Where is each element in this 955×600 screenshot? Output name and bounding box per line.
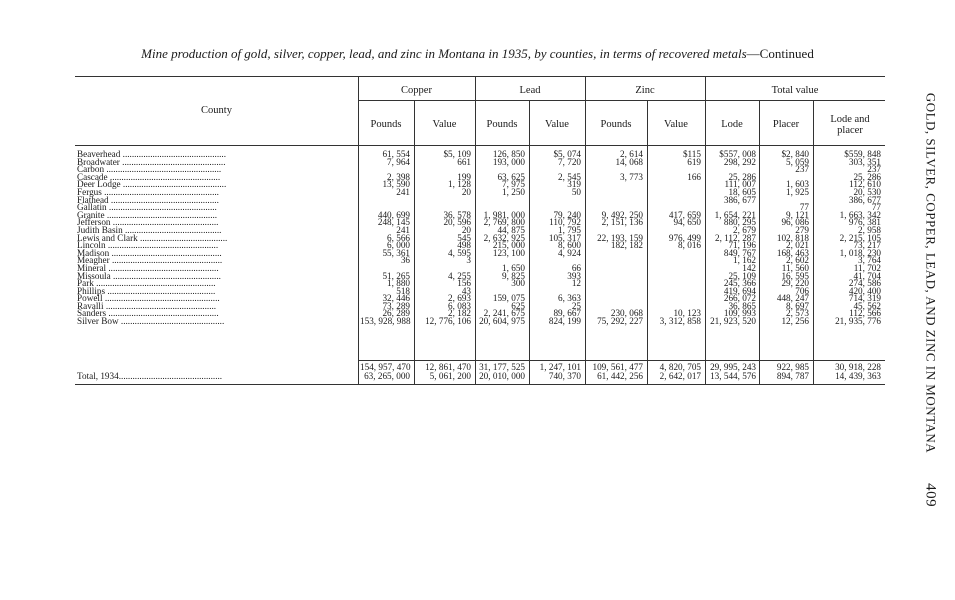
lead-value-column xyxy=(531,151,581,326)
lead-value-cell: 89, 667 xyxy=(553,308,581,319)
placer-cell: $2, 840 xyxy=(781,149,809,159)
lode-and-placer-cell: 1, 663, 342 xyxy=(839,209,881,220)
counties-cell: Flathead ............................................... xyxy=(77,194,219,205)
lode-cell: 2, 679 xyxy=(733,224,756,235)
zinc-value-cell: 619 xyxy=(687,156,701,167)
lode-cell: 36, 865 xyxy=(728,300,756,311)
copper-pounds-cell: 6, 566 xyxy=(387,232,410,243)
vline-8 xyxy=(759,100,760,384)
lode-and-placer-cell: 41, 704 xyxy=(853,270,881,281)
copper-value-cell: 661 xyxy=(457,156,471,167)
copper-pounds-cell: 13, 590 xyxy=(382,179,410,190)
lead-value-cell: 824, 199 xyxy=(548,316,581,327)
lead-pounds-cell: 44, 875 xyxy=(497,224,525,235)
total-lode-and-placer-value: 14, 439, 363 xyxy=(835,371,881,381)
copper-value-cell: 4, 595 xyxy=(448,247,471,258)
zinc-pounds-cell xyxy=(587,273,643,281)
counties-cell: Sanders ................................................ xyxy=(77,308,219,319)
copper-pounds-cell: 51, 265 xyxy=(382,270,410,281)
placer-cell: 77 xyxy=(799,202,809,213)
lode-and-placer-cell: 303, 351 xyxy=(848,156,881,167)
placer-cell: 706 xyxy=(795,285,809,296)
total-zinc-pounds xyxy=(587,363,643,381)
zinc-pounds-cell xyxy=(587,197,643,205)
copper-value-cell: 36, 578 xyxy=(443,209,471,220)
copper-value-cell: $5, 109 xyxy=(443,149,471,159)
lead-pounds-cell: 1, 650 xyxy=(502,262,525,273)
lode-and-placer-column xyxy=(815,151,881,326)
header-rule xyxy=(75,145,885,146)
counties-cell: Beaverhead ............................................. xyxy=(77,149,227,159)
zinc-pounds-cell xyxy=(587,295,643,303)
copper-value-cell: 545 xyxy=(457,232,471,243)
zinc-value-cell xyxy=(649,273,701,281)
copper-pounds-cell: 153, 928, 988 xyxy=(360,316,411,327)
counties-cell: Cascade ................................................ xyxy=(77,171,221,182)
lead-value-cell: 79, 240 xyxy=(553,209,581,220)
lead-pounds-cell: 1, 250 xyxy=(502,186,525,197)
lode-cell: 109, 993 xyxy=(723,308,756,319)
zinc-value-column xyxy=(649,151,701,326)
total-lode-and-placer-value: 30, 918, 228 xyxy=(835,362,881,372)
placer-cell: 9, 121 xyxy=(786,209,809,220)
counties-cell: Ravalli ................................................ xyxy=(77,300,217,311)
copper-value-cell: 6, 083 xyxy=(448,300,471,311)
total-placer xyxy=(761,363,809,381)
lead-pounds-cell: 215, 000 xyxy=(492,240,525,251)
zinc-pounds-cell: 9, 492, 250 xyxy=(601,209,643,220)
lode-cell: 2, 112, 287 xyxy=(714,232,756,243)
lode-and-placer-cell: 3, 764 xyxy=(858,255,881,266)
lead-value-cell: $5, 074 xyxy=(553,149,581,159)
placer-cell: 5, 059 xyxy=(786,156,809,167)
lode-cell: 111, 007 xyxy=(724,179,756,190)
copper-pounds-cell: 1, 880 xyxy=(387,278,410,289)
lead-pounds-cell: 9, 825 xyxy=(502,270,525,281)
counties-cell: Mineral ................................................ xyxy=(77,262,219,273)
lead-value-cell: 319 xyxy=(567,179,581,190)
copper-pounds-cell xyxy=(360,197,410,205)
zinc-value-cell xyxy=(649,265,701,273)
zinc-pounds-cell: 75, 292, 227 xyxy=(597,316,643,327)
lode-cell: 419, 694 xyxy=(723,285,756,296)
lead-pounds-cell xyxy=(477,197,525,205)
total-zinc-value-value: 4, 820, 705 xyxy=(659,362,701,372)
lead-pounds-cell: 63, 625 xyxy=(497,171,525,182)
page-number: 409 xyxy=(922,483,939,508)
copper-value-cell: 20, 596 xyxy=(443,217,471,228)
placer-cell: 168, 463 xyxy=(776,247,809,258)
zinc-pounds-cell xyxy=(587,280,643,288)
counties-cell: Park .................................................... xyxy=(77,278,216,289)
running-head: GOLD, SILVER, COPPER, LEAD, AND ZINC IN MONTANA409 xyxy=(922,92,939,508)
lead-pounds-cell: 193, 000 xyxy=(492,156,525,167)
lead-value-cell: 12 xyxy=(571,278,581,289)
copper-value-cell: 12, 776, 106 xyxy=(425,316,471,327)
lead-value-cell: 8, 600 xyxy=(558,240,581,251)
placer-cell: 29, 220 xyxy=(781,278,809,289)
counties-cell: Powell .................................................. xyxy=(77,293,220,304)
zinc-pounds-cell xyxy=(587,189,643,197)
counties-cell: Lewis and Clark ...................................... xyxy=(77,232,228,243)
total-lead-pounds-value: 20, 010, 000 xyxy=(479,371,525,381)
placer-cell: 102, 818 xyxy=(776,232,809,243)
copper-value-cell: 4, 255 xyxy=(448,270,471,281)
copper-pounds-cell: 241 xyxy=(396,224,410,235)
vline-9 xyxy=(813,100,814,384)
total-lead-value-value: 740, 370 xyxy=(548,371,581,381)
lead-pounds-cell: 20, 604, 975 xyxy=(479,316,525,327)
zinc-pounds-cell: 14, 068 xyxy=(615,156,643,167)
lead-pounds-cell: 126, 850 xyxy=(492,149,525,159)
total-1934-label: Total, 1934............................................. xyxy=(77,371,223,381)
copper-pounds-cell: 241 xyxy=(396,186,410,197)
total-copper-value-value: 12, 861, 470 xyxy=(425,362,471,372)
zinc-pounds-cell xyxy=(587,181,643,189)
lode-and-placer-cell: 25, 286 xyxy=(853,171,881,182)
copper-pounds-cell: 248, 145 xyxy=(377,217,410,228)
lead-value-cell: 393 xyxy=(567,270,581,281)
total-placer-value: 922, 985 xyxy=(776,362,809,372)
counties-cell: Lincoln ................................................ xyxy=(77,240,219,251)
zinc-pounds-cell xyxy=(587,250,643,258)
total-zinc-pounds-value: 109, 561, 477 xyxy=(592,362,643,372)
copper-value-cell: 3 xyxy=(466,255,471,266)
total-copper-pounds xyxy=(360,363,410,381)
lode-and-placer-cell: 20, 530 xyxy=(853,186,881,197)
copper-pounds-cell: 73, 289 xyxy=(382,300,410,311)
lode-and-placer-cell: 45, 562 xyxy=(853,300,881,311)
counties-cell: Jefferson .............................................. xyxy=(77,217,219,228)
zinc-value-cell: 3, 312, 858 xyxy=(659,316,701,327)
header-county: County xyxy=(201,105,232,116)
placer-cell: 448, 247 xyxy=(776,293,809,304)
total-copper-value-value: 5, 061, 200 xyxy=(429,371,471,381)
total-placer-value: 894, 787 xyxy=(776,371,809,381)
lead-value-cell: 1, 795 xyxy=(558,224,581,235)
header-zinc-value: Value xyxy=(664,119,688,130)
zinc-value-cell xyxy=(649,197,701,205)
copper-pounds-cell: 32, 446 xyxy=(382,293,410,304)
lode-and-placer-cell: 73, 217 xyxy=(853,240,881,251)
lode-and-placer-cell: 2, 215, 105 xyxy=(839,232,881,243)
total-zinc-pounds-value: 61, 442, 256 xyxy=(597,371,643,381)
lode-and-placer-cell: 714, 319 xyxy=(848,293,881,304)
counties-cell: Carbon .................................................. xyxy=(77,164,222,175)
lode-cell: 386, 677 xyxy=(723,194,756,205)
lead-value-cell: 2, 545 xyxy=(558,171,581,182)
placer-cell: 237 xyxy=(795,164,809,175)
header-zinc-pounds: Pounds xyxy=(600,119,632,130)
vline-6 xyxy=(647,100,648,384)
zinc-value-cell: $115 xyxy=(682,149,701,159)
total-lode xyxy=(707,363,756,381)
zinc-pounds-cell: 2, 614 xyxy=(620,149,643,159)
header-placer: Placer xyxy=(772,119,800,130)
counties-cell: Granite ................................................ xyxy=(77,209,218,220)
lead-pounds-cell: 625 xyxy=(511,300,525,311)
zinc-pounds-cell: 230, 068 xyxy=(610,308,643,319)
total-lode-value: 13, 544, 576 xyxy=(710,371,756,381)
placer-cell: 2, 602 xyxy=(786,255,809,266)
counties-cell: Gallatin ............................................... xyxy=(77,202,217,213)
lode-and-placer-cell: 386, 677 xyxy=(848,194,881,205)
copper-value-cell: 20 xyxy=(461,224,471,235)
header-lead-pounds: Pounds xyxy=(486,119,518,130)
copper-pounds-cell: 518 xyxy=(396,285,410,296)
zinc-value-cell xyxy=(649,189,701,197)
header-lead: Lead xyxy=(519,85,541,96)
lead-value-cell: 110, 792 xyxy=(549,217,581,228)
lode-and-placer-cell: 21, 935, 776 xyxy=(835,316,881,327)
header-lode-and-placer: Lode and placer xyxy=(830,114,870,136)
counties-cell: Judith Basin .......................................... xyxy=(77,224,222,235)
copper-value-cell: 1, 128 xyxy=(448,179,471,190)
header-total-value: Total value xyxy=(771,85,819,96)
lead-pounds-cell: 1, 981, 000 xyxy=(483,209,525,220)
lode-cell: 25, 109 xyxy=(728,270,756,281)
placer-cell: 1, 925 xyxy=(786,186,809,197)
counties-cell: Madison ................................................ xyxy=(77,247,222,258)
placer-cell: 11, 560 xyxy=(781,262,809,273)
placer-cell: 1, 603 xyxy=(786,179,809,190)
counties-cell: Broadwater ............................................. xyxy=(77,156,226,167)
lode-and-placer-cell: 420, 400 xyxy=(848,285,881,296)
zinc-value-cell xyxy=(649,257,701,265)
zinc-pounds-cell: 2, 151, 136 xyxy=(601,217,643,228)
lode-cell: 18, 605 xyxy=(728,186,756,197)
placer-cell: 2, 021 xyxy=(786,240,809,251)
lead-value-cell: 105, 317 xyxy=(548,232,581,243)
copper-pounds-cell: 2, 398 xyxy=(387,171,410,182)
header-lode: Lode xyxy=(721,119,743,130)
copper-pounds-column xyxy=(360,151,410,326)
total-lode-value: 29, 995, 243 xyxy=(710,362,756,372)
total-lead-value-value: 1, 247, 101 xyxy=(539,362,581,372)
total-copper-pounds-value: 63, 265, 000 xyxy=(364,371,410,381)
lead-value-cell xyxy=(531,197,581,205)
lode-cell: 1, 162 xyxy=(733,255,756,266)
copper-pounds-cell: 55, 361 xyxy=(382,247,410,258)
lode-and-placer-cell: 77 xyxy=(871,202,881,213)
lode-cell: 266, 072 xyxy=(723,293,756,304)
copper-pounds-cell: 6, 000 xyxy=(387,240,410,251)
zinc-value-cell: 976, 499 xyxy=(668,232,701,243)
lode-cell: 21, 923, 520 xyxy=(710,316,756,327)
zinc-pounds-cell: 182, 182 xyxy=(610,240,643,251)
copper-pounds-cell: 440, 699 xyxy=(377,209,410,220)
zinc-value-cell xyxy=(649,288,701,296)
zinc-value-cell: 417, 659 xyxy=(668,209,701,220)
copper-pounds-cell: 26, 289 xyxy=(382,308,410,319)
zinc-pounds-cell: 22, 193, 159 xyxy=(597,232,643,243)
copper-value-column xyxy=(416,151,471,326)
copper-value-cell xyxy=(416,197,471,205)
total-lead-value xyxy=(531,363,581,381)
zinc-pounds-cell xyxy=(587,288,643,296)
placer-cell: 2, 573 xyxy=(786,308,809,319)
zinc-value-cell xyxy=(649,250,701,258)
copper-pounds-cell: 7, 964 xyxy=(387,156,410,167)
lead-pounds-column xyxy=(477,151,525,326)
total-zinc-value-value: 2, 642, 017 xyxy=(659,371,701,381)
lode-and-placer-cell: $559, 848 xyxy=(844,149,881,159)
lode-cell: 880, 295 xyxy=(723,217,756,228)
counties-cell: Deer Lodge ............................................. xyxy=(77,179,227,190)
sub-header-rule xyxy=(358,100,885,101)
vline-2 xyxy=(414,100,415,384)
lead-pounds-cell: 2, 769, 800 xyxy=(483,217,525,228)
zinc-value-cell xyxy=(649,181,701,189)
header-lead-value: Value xyxy=(545,119,569,130)
lode-cell: 142 xyxy=(742,262,756,273)
zinc-pounds-cell xyxy=(587,265,643,273)
lode-and-placer-cell: 237 xyxy=(867,164,881,175)
counties-cell: Missoula ............................................... xyxy=(77,270,221,281)
zinc-value-cell: 8, 016 xyxy=(678,240,701,251)
lode-cell: $557, 008 xyxy=(719,149,756,159)
placer-cell: 279 xyxy=(795,224,809,235)
lode-cell: 1, 654, 221 xyxy=(714,209,756,220)
totals-rule xyxy=(358,360,885,361)
lead-value-cell: 25 xyxy=(571,300,581,311)
lode-cell: 298, 292 xyxy=(723,156,756,167)
total-lead-pounds xyxy=(477,363,525,381)
lode-and-placer-cell: 11, 702 xyxy=(853,262,881,273)
lode-cell: 25, 286 xyxy=(728,171,756,182)
lode-and-placer-cell: 2, 958 xyxy=(858,224,881,235)
zinc-value-cell xyxy=(649,295,701,303)
zinc-value-cell: 10, 123 xyxy=(673,308,701,319)
lode-cell: 245, 366 xyxy=(723,278,756,289)
lead-pounds-cell: 2, 241, 675 xyxy=(483,308,525,319)
vline-4 xyxy=(529,100,530,384)
top-rule xyxy=(75,76,885,77)
counties-cell: Fergus .................................................. xyxy=(77,186,219,197)
lode-cell: 71, 196 xyxy=(728,240,756,251)
lead-pounds-cell: 300 xyxy=(511,278,525,289)
placer-cell: 12, 256 xyxy=(781,316,809,327)
lead-pounds-cell: 123, 100 xyxy=(492,247,525,258)
total-lead-pounds-value: 31, 177, 525 xyxy=(479,362,525,372)
total-lode-and-placer xyxy=(815,363,881,381)
lead-value-cell: 7, 720 xyxy=(558,156,581,167)
counties-cell: Silver Bow ............................................. xyxy=(77,316,225,327)
bottom-rule xyxy=(75,384,885,385)
lead-value-cell: 66 xyxy=(571,262,581,273)
lead-value-cell: 50 xyxy=(571,186,581,197)
copper-value-cell: 20 xyxy=(461,186,471,197)
zinc-value-cell xyxy=(649,280,701,288)
copper-value-cell: 43 xyxy=(461,285,471,296)
zinc-pounds-cell: 3, 773 xyxy=(620,171,643,182)
header-copper: Copper xyxy=(401,85,432,96)
total-copper-pounds-value: 154, 957, 470 xyxy=(360,362,411,372)
table-title: Mine production of gold, silver, copper, lead, and zinc in Montana in 1935, by counties, in terms of recovered metals—Continued xyxy=(141,46,814,61)
lode-and-placer-cell: 112, 610 xyxy=(849,179,881,190)
counties-cell: Meagher ................................................ xyxy=(77,255,223,266)
total-zinc-value xyxy=(649,363,701,381)
placer-cell: 96, 086 xyxy=(781,217,809,228)
zinc-value-cell: 94, 650 xyxy=(673,217,701,228)
copper-value-cell: 2, 182 xyxy=(448,308,471,319)
header-copper-pounds: Pounds xyxy=(370,119,402,130)
header-zinc: Zinc xyxy=(635,85,655,96)
lode-and-placer-cell: 112, 566 xyxy=(849,308,881,319)
zinc-value-cell: 166 xyxy=(687,171,701,182)
zinc-pounds-cell xyxy=(587,257,643,265)
placer-cell: 8, 697 xyxy=(786,300,809,311)
copper-value-cell: 156 xyxy=(457,278,471,289)
lode-and-placer-cell: 976, 381 xyxy=(848,217,881,228)
counties-cell: Phillips ............................................... xyxy=(77,285,216,296)
copper-value-cell: 498 xyxy=(457,240,471,251)
header-copper-value: Value xyxy=(432,119,457,130)
total-copper-value xyxy=(416,363,471,381)
copper-pounds-cell: 61, 554 xyxy=(382,149,410,159)
lead-pounds-cell: 2, 632, 925 xyxy=(483,232,525,243)
lode-and-placer-cell: 1, 018, 230 xyxy=(839,247,881,258)
placer-cell: 16, 595 xyxy=(781,270,809,281)
lode-cell: 849, 767 xyxy=(723,247,756,258)
lead-value-cell: 6, 363 xyxy=(558,293,581,304)
lead-value-cell: 4, 924 xyxy=(558,247,581,258)
copper-value-cell: 199 xyxy=(457,171,471,182)
placer-column xyxy=(761,151,809,326)
copper-value-cell: 2, 693 xyxy=(448,293,471,304)
copper-pounds-cell: 36 xyxy=(400,255,410,266)
zinc-pounds-column xyxy=(587,151,643,326)
lode-and-placer-cell: 274, 586 xyxy=(848,278,881,289)
county-column xyxy=(77,151,357,326)
lead-pounds-cell: 159, 075 xyxy=(492,293,525,304)
lead-pounds-cell: 7, 975 xyxy=(502,179,525,190)
lode-column xyxy=(707,151,756,326)
